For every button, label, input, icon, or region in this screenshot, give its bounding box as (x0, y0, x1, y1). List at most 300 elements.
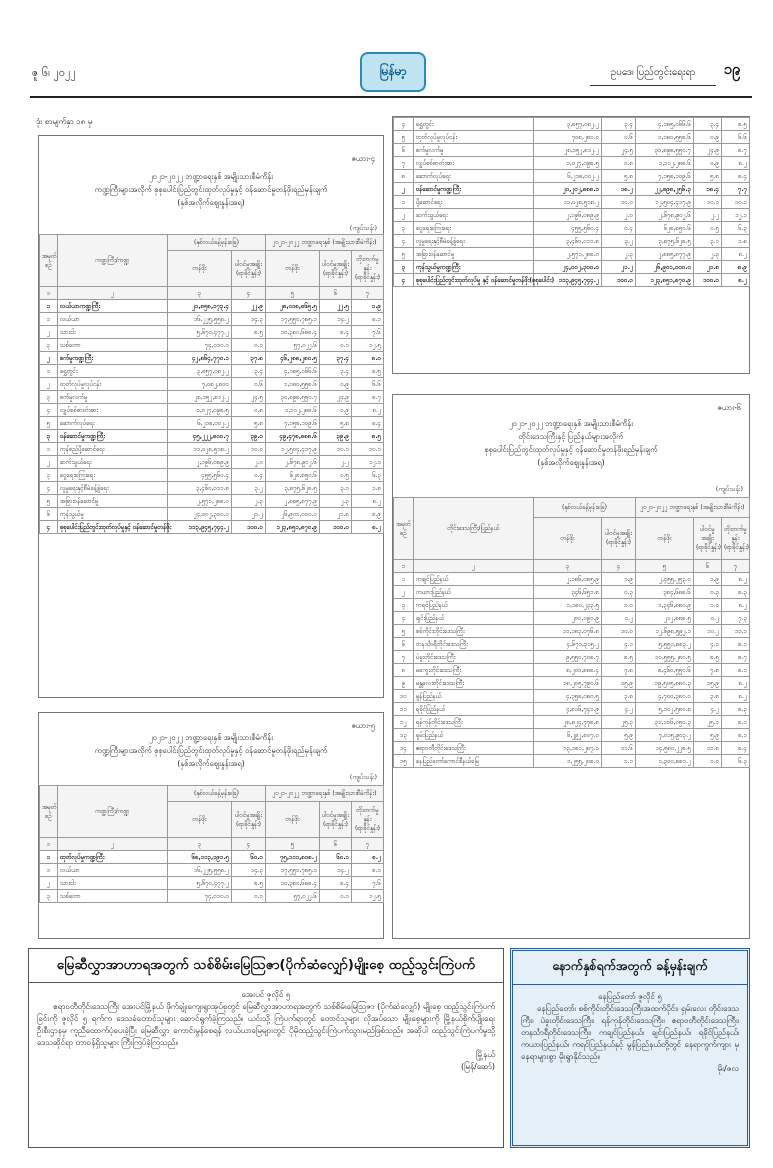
table5-continued-row (394, 222, 750, 235)
table6-cell-d: ၈.၅ (694, 651, 722, 664)
table5-continued-cell-d: ၃.၄ (694, 118, 722, 131)
table4-cell-b: ၁၄.၃ (232, 313, 266, 326)
table5-col-index: ၅ (266, 838, 320, 851)
article-green-manure-headline: မြေဆီလွှာအာဟာရအတွက် သစ်စိမ်းမြေဩဇာ(ပိုက်ဆံလျှော်)မျိုးစေ့ ထည့်သွင်းကြဲပက် (29, 949, 503, 983)
table6-row (394, 651, 750, 664)
table6-cell-a: ၂,၁၈၆,၀၈၅.၉ (534, 573, 602, 586)
table6-col-index: ၂ (414, 560, 534, 573)
table4-col-index-row (40, 287, 384, 300)
table5-row (40, 890, 384, 903)
table4-row (40, 443, 384, 456)
table5-continued-cell-name: ထုတ်လုပ်မှုလုပ်ငန်း (414, 131, 534, 144)
table5-continued-row (394, 235, 750, 248)
table4-cell-a: ၅,၆၇၀,၄၇၇.၂ (168, 326, 232, 339)
table5-continued-cell-b: ၂၁.၂ (602, 261, 636, 274)
table5-continued-cell-a: ၂,၁၉၆,၀၈၉.၉ (534, 209, 602, 222)
table5-continued-cell-a: ၁၁၃,၉၄၅,၇၄၄.၂ (534, 274, 602, 287)
table4-cell-e: ၈.၄ (352, 417, 384, 430)
table4-cell-a: ၂,၅၇၁,၂၈၈.၀ (168, 495, 232, 508)
table5-cell-name: ထုတ်လုပ်မှုကဏ္ဍကြီး (58, 851, 168, 864)
table6-cell-d: ၁၁.၈ (694, 742, 722, 755)
table6-row (394, 573, 750, 586)
table6-cell-d: ၁.၉ (694, 573, 722, 586)
table4-cell-no: ၆ (40, 508, 58, 521)
article-green-manure-body (37, 989, 495, 1139)
table5-continued-cell-b: ၀.၆ (602, 131, 636, 144)
table6-cell-b: ၁.၁ (602, 755, 636, 768)
table6-cell-d: ၁၀.၂ (694, 625, 722, 638)
table5-col-sector: ကဏ္ဍကြီး/ကဏ္ဍ (58, 786, 168, 838)
table4-row (40, 326, 384, 339)
table6-cell-b: ၃.၈ (602, 690, 636, 703)
table5-continued-cell-b: ၃.၂ (602, 235, 636, 248)
table6-cell-b: ၄.၁ (602, 638, 636, 651)
table4-row (40, 365, 384, 378)
table5-cell-c: ၅၇,၀၂၂.၆ (266, 890, 320, 903)
table6-cell-c: ၅,၅၅၁,၈၈၃.၂ (636, 638, 694, 651)
table6-row (394, 638, 750, 651)
table5-continued-row (394, 183, 750, 196)
table4-cell-c: ၅၇,၀၂၂.၆ (266, 339, 320, 352)
table5-continued-cell-a: ၁၁,၀၂၈,၅၁၈.၂ (534, 196, 602, 209)
table4-col-plan: ၂၀၂၁-၂၀၂၂ ဘဏ္ဍာရေးနှစ် (အမျိုးသားစီမံကိန်း) (266, 235, 384, 251)
table4-col-prev: (နှစ်လယ်ခန့်မှန်းခြေ) (168, 235, 266, 251)
table4-cell-a: ၁၁၃,၉၄၅,၇၄၄.၂ (168, 521, 232, 534)
table5-continued-cell-no: ၂ (394, 183, 414, 196)
table4-row (40, 352, 384, 365)
table6-cell-c: ၇,၀၁၅,၉၀၃.၂ (636, 729, 694, 742)
weather-forecast-dateline: နေပြည်တော် ဇူလိုင် ၅ (598, 992, 662, 1001)
table6-cell-a: ၃၄၆,၆၅၁.၈ (534, 586, 602, 599)
table6-cell-d: ၁၅.၉ (694, 677, 722, 690)
continuation-note: ဒုံး စာမျက်နှာ ၁၈ မှ (36, 117, 93, 126)
table4-cell-d: ၀.၁ (320, 339, 352, 352)
table6-cell-d: ၄.၁ (694, 638, 722, 651)
table4 (39, 234, 384, 534)
table6-cell-a: ၂၀၀,၀၉၁.၉ (534, 612, 602, 625)
table6-cell-a: ၁၈,၂၀၅,၇၉၀.၆ (534, 677, 602, 690)
table5-cell-no: ၂ (40, 877, 58, 890)
table5-continued-row (394, 157, 750, 170)
table4-cell-b: ၂.၃ (232, 495, 266, 508)
table4-cell-a: ၃,၄၆၀,၀၁၁.၈ (168, 482, 232, 495)
table6-cell-c: ၁၉,၅၀၅,၈၈၀.၃ (636, 677, 694, 690)
table4-cell-c: ၁,၁၈၀,၅၅၈.၆ (266, 378, 320, 391)
table4-cell-b: ၅.၈ (232, 417, 266, 430)
table5-col-index: ၄ (232, 838, 266, 851)
table4-cell-a: ၄၅၅,၅၆၀.၄ (168, 469, 232, 482)
table6-cell-no: ၉ (394, 677, 414, 690)
table6-cell-d: ၀.၂ (694, 612, 722, 625)
table4-cell-name: လယ်ယာ (58, 313, 168, 326)
table6-cell-b: ၄.၂ (602, 703, 636, 716)
table5-cell-name: လယ်ယာ (58, 864, 168, 877)
table6-cell-name: ကယားပြည်နယ် (414, 586, 534, 599)
table4-cell-name: စက်မှုလက်မှု (58, 391, 168, 404)
table6-col-index: ၇ (722, 560, 750, 573)
table6-cell-name: ကရင်ပြည်နယ် (414, 599, 534, 612)
table5-continued-cell-e: ၁၂.၁ (722, 209, 750, 222)
table4-cell-b: ၃၇.၈ (232, 352, 266, 365)
table4-col-val2: တန်ဖိုး (266, 251, 320, 287)
table4-cell-d: ၅.၈ (320, 417, 352, 430)
table6-cell-no: ၁၃ (394, 729, 414, 742)
table6-cell-name: ပဲခူးတိုင်းဒေသကြီး (414, 651, 534, 664)
table6-title-line1: ၂၀၂၁-၂၀၂၂ ဘဏ္ဍာရေးနှစ် အမျိုးသားစီမံကိန်း (509, 419, 633, 428)
table4-cell-b: ၁၀၀.၀ (232, 521, 266, 534)
table4-col-share1: ပါဝင်မှုအချိုး (ရာခိုင်နှုန်း) (232, 251, 266, 287)
table4-cell-no: ၄ (40, 404, 58, 417)
table6 (393, 497, 750, 768)
table4-cell-name: ဆက်သွယ်ရေး (58, 456, 168, 469)
table4-col-no: အမှတ်စဉ် (40, 235, 58, 287)
article-green-manure-dateline: အေးပင် ဇူလိုင် ၅ (241, 990, 291, 999)
table6-cell-d: ၅.၉ (694, 729, 722, 742)
table5-continued-cell-c: ၁,၁၁၂,၂၈၈.၆ (636, 157, 694, 170)
table5-continued-cell-no: ၅ (394, 131, 414, 144)
issue-date: ဇူ ၆၊ ၂၀၂၂ (32, 66, 76, 79)
table5-continued-cell-d: ၀.၉ (694, 157, 722, 170)
table6-basis: (နှစ်အလိုက်ဈေးနှုန်းအရ) (537, 458, 605, 467)
table4-row (40, 521, 384, 534)
table5-continued-cell-c: ၂၂,၈၉၈,၂၅၆.၃ (636, 183, 694, 196)
table5-col-index: ၇ (352, 838, 384, 851)
table6-cell-b: ၀.၃ (602, 586, 636, 599)
table5-cell-b: ၁၄.၃ (232, 864, 266, 877)
table5-cell-no: ၃ (40, 890, 58, 903)
table6-cell-b: ၈.၅ (602, 651, 636, 664)
table5-continued-cell-name: လျှပ်စစ်ဓာတ်အား (414, 157, 534, 170)
table4-cell-b: ၃.၄ (232, 365, 266, 378)
table5-col-index: ၁ (40, 838, 58, 851)
table6-cell-d: ၀.၃ (694, 586, 722, 599)
table6-cell-b: ၁.၉ (602, 573, 636, 586)
table5-continued-cell-c: ၁၂,၅၀၄,၄၁၇.၉ (636, 196, 694, 209)
table6-cell-a: ၄,၈၁၆,၇၄၁.၉ (534, 703, 602, 716)
table6-cell-e: ၈.၁ (722, 664, 750, 677)
table6-cell-c: ၂၁၂,၈၈၈.၅ (636, 612, 694, 625)
table4-cell-d: ၃.၁ (320, 482, 352, 495)
table4-cell-b: ၀.၈ (232, 404, 266, 417)
table5-continued-cell-e: ၈.၇ (722, 144, 750, 157)
table6-cell-c: ၁၀,၅၅၅,၂၈၀.၅ (636, 651, 694, 664)
table6-body (394, 573, 750, 768)
table4-cell-c: ၁၀,၃၈၀,၆၈၈.၄ (266, 326, 320, 339)
table5-cell-a: ၆၈,၁၁၃,၁၉၁.၅ (168, 851, 232, 864)
table6-cell-no: ၁၄ (394, 742, 414, 755)
table6-cell-e: ၈.၀ (722, 716, 750, 729)
table6-col-index: ၃ (534, 560, 602, 573)
table4-cell-e: ၁၂.၁ (352, 456, 384, 469)
table5-panel (38, 712, 384, 939)
table6-cell-c: ၃၈၄,၆၈၈.၆ (636, 586, 694, 599)
table4-col-sector: ကဏ္ဍကြီး/ကဏ္ဍ (58, 235, 168, 287)
table4-cell-a: ၃,၈၅၇,၀၈၂.၂ (168, 365, 232, 378)
table4-cell-c: ၂၆,၉၀၁,၀၀၀.၀ (266, 508, 320, 521)
table4-cell-b: ၃.၂ (232, 482, 266, 495)
table5-continued-cell-b: ၁၀၀.၀ (602, 274, 636, 287)
table5-continued-cell-name: ကုန်သွယ်မှုကဏ္ဍကြီး (414, 261, 534, 274)
table6-cell-c: ၂,၄၅၅,၂၅၃.၀ (636, 573, 694, 586)
weather-forecast-byline: မိုး/ဇလ (717, 1064, 739, 1073)
table6-cell-d: ၃.၈ (694, 690, 722, 703)
table6-cell-no: ၆ (394, 638, 414, 651)
table4-cell-c: ၄,၁၈၅,၀၆၆.၆ (266, 365, 320, 378)
table4-row (40, 508, 384, 521)
table5-continued-row (394, 274, 750, 287)
table4-cell-e: ၈.၂ (352, 404, 384, 417)
table5-row (40, 851, 384, 864)
table6-cell-d: ၂၅.၁ (694, 716, 722, 729)
table4-cell-a: ၁၁,၀၂၈,၅၁၈.၂ (168, 443, 232, 456)
table5-continued-cell-a: ၂၈,၁၅၂,၈၁၂.၂ (534, 144, 602, 157)
table5-continued-cell-name: အခြားဝန်ဆောင်မှု (414, 248, 534, 261)
table4-cell-name: စက်မှုကဏ္ဍကြီး (58, 352, 168, 365)
table6-cell-b: ၁၁.၆ (602, 742, 636, 755)
table4-cell-name: ကုန်စည်ပို့ဆောင်ရေး (58, 443, 168, 456)
table6-title-line3: စုစုပေါင်းပြည်တွင်းထုတ်လုပ်မှုနှင့် ဝန်ဆောင်မှုတန်ဖိုးရည်မှန်းချက် (484, 445, 658, 454)
table4-cell-d: ၂၁.၈ (320, 508, 352, 521)
table5-cell-d: ၈.၄ (320, 877, 352, 890)
table4-cell-e: ၈.၅ (352, 365, 384, 378)
table5-col-val2: တန်ဖိုး (266, 802, 320, 838)
table4-cell-b: ၂၁.၂ (232, 508, 266, 521)
table4-cell-b: ၀.၆ (232, 378, 266, 391)
table5-continued-cell-b: ၀.၈ (602, 157, 636, 170)
table6-cell-d: ၄.၂ (694, 703, 722, 716)
table6-col-val1: တန်ဖိုး (534, 517, 602, 559)
table4-cell-e: ၈.၇ (352, 391, 384, 404)
table5-continued-cell-b: ၁၀.၀ (602, 196, 636, 209)
table5-continued-cell-a: ၂,၅၇၁,၂၈၈.၀ (534, 248, 602, 261)
table5-continued-cell-a: ၁,၀၂၇,၀၉၈.၅ (534, 157, 602, 170)
table6-cell-e: ၈.၃ (722, 703, 750, 716)
table5-continued-cell-e: ၁.၈ (722, 235, 750, 248)
table5-cell-e: ၈.၁ (352, 864, 384, 877)
table5-title (39, 731, 383, 770)
table5-continued-panel (392, 116, 750, 374)
table4-title-line1: ၂၀၂၁-၂၀၂၂ ဘဏ္ဍာရေးနှစ် အမျိုးသားစီမံကိန်း (149, 172, 273, 181)
table5-continued-cell-b: ၀.၄ (602, 222, 636, 235)
table5-continued-cell-name: စက်မှုလက်မှု (414, 144, 534, 157)
table6-col-region: တိုင်းဒေသကြီး/ပြည်နယ် (414, 498, 534, 560)
weather-forecast-box (510, 948, 750, 1148)
table5-continued-cell-d: ၁၀.၁ (694, 196, 722, 209)
table4-cell-d: ၀.၉ (320, 378, 352, 391)
table4-cell-no: ၃ (40, 391, 58, 404)
table4-row (40, 339, 384, 352)
table6-cell-no: ၂ (394, 586, 414, 599)
table4-cell-no: ၁ (40, 313, 58, 326)
table4-row (40, 469, 384, 482)
table4-col-index: ၇ (352, 287, 384, 300)
table4-basis: (နှစ်အလိုက်ဈေးနှုန်းအရ) (177, 198, 245, 207)
table4-cell-name: ဆောက်လုပ်ရေး (58, 417, 168, 430)
table6-cell-no: ၁၁ (394, 703, 414, 716)
table4-cell-no: ၅ (40, 495, 58, 508)
table5-cell-a: ၅,၆၇၀,၄၇၇.၂ (168, 877, 232, 890)
table5-continued-body (394, 118, 750, 287)
table4-row (40, 495, 384, 508)
table4-cell-d: ၃၇.၄ (320, 352, 352, 365)
table6-unit: (ကျပ်သန်း) (715, 485, 743, 493)
table6-cell-no: ၃ (394, 599, 414, 612)
table5-continued-row (394, 144, 750, 157)
table6-cell-a: ၁၁,၁၈၃,၀၇၆.၈ (534, 625, 602, 638)
table5-continued-cell-d: ၃.၁ (694, 235, 722, 248)
table4-cell-a: ၁,၀၂၇,၀၉၈.၅ (168, 404, 232, 417)
table5-col-index: ၃ (168, 838, 232, 851)
table5-col-share1: ပါဝင်မှုအချိုး (ရာခိုင်နှုန်း) (232, 802, 266, 838)
table5-col-growth: တိုးတက်မှုနှုန်း (ရာခိုင်နှုန်း) (352, 802, 384, 838)
table6-cell-name: တနင်္သာရီတိုင်းဒေသကြီး (414, 638, 534, 651)
table4-row (40, 417, 384, 430)
table4-cell-c: ၃၀,၈၉၈,၅၅၀.၇ (266, 391, 320, 404)
table5-continued-cell-name: ဆက်သွယ်ရေး (414, 209, 534, 222)
table6-row (394, 755, 750, 768)
table6-cell-b: ၁.၀ (602, 599, 636, 612)
table5-col-prev: (နှစ်လယ်ခန့်မှန်းခြေ) (168, 786, 266, 802)
table5-continued-cell-d: ၂.၂ (694, 209, 722, 222)
table6-cell-e: ၆.၃ (722, 755, 750, 768)
table6-cell-b: ၅.၉ (602, 729, 636, 742)
table5-cell-e: ၇.၆ (352, 877, 384, 890)
table6-cell-c: ၁,၃၀၀,၈၈၁.၂ (636, 755, 694, 768)
table6-title-line2: တိုင်းဒေသကြီးနှင့် ပြည်နယ်များအလိုက် (518, 432, 624, 441)
table5-continued-cell-no: ၈ (394, 170, 414, 183)
page-number: ၁၉ (723, 60, 741, 78)
table5-continued-cell-e: ၈.၂ (722, 157, 750, 170)
table6-row (394, 716, 750, 729)
table5-continued-row (394, 131, 750, 144)
table4-cell-d: ၂၂.၅ (320, 300, 352, 313)
table4-cell-e: ၆.၆ (352, 378, 384, 391)
table4-cell-b: ၂၄.၅ (232, 391, 266, 404)
table4-cell-no: ၃ (40, 430, 58, 443)
table4-col-index: ၃ (168, 287, 232, 300)
table5-continued-cell-e: ၆.၃ (722, 222, 750, 235)
table6-col-index: ၁ (394, 560, 414, 573)
table6-cell-c: ၄,၇၀၀,၃၈၀.၀ (636, 690, 694, 703)
article-green-manure-byline: မြို့နယ် (475, 1050, 495, 1059)
table5-continued-row (394, 170, 750, 183)
table4-row (40, 456, 384, 469)
table5-continued-cell-e: ၈.၂ (722, 274, 750, 287)
table4-row (40, 313, 384, 326)
table4-cell-a: ၇၄,၀၁၀.၀ (168, 339, 232, 352)
table5-continued-cell-b: ၃.၄ (602, 118, 636, 131)
table5-continued-cell-no: ၁ (394, 196, 414, 209)
table4-cell-b: ၀.၄ (232, 469, 266, 482)
table6-col-index-row (394, 560, 750, 573)
table6-cell-a: ၆,၂၉၂,၈၀၇.၀ (534, 729, 602, 742)
table4-cell-e: ၈.၀ (352, 352, 384, 365)
table5-continued-cell-no: ၄ (394, 235, 414, 248)
table6-cell-name: ရှမ်းပြည်နယ် (414, 729, 534, 742)
table5-cell-name: သစ်တော (58, 890, 168, 903)
table4-cell-e: ၈.၂ (352, 495, 384, 508)
weather-forecast-body (521, 991, 739, 1137)
table6-cell-no: ၁ (394, 573, 414, 586)
table6-cell-name: မကွေးတိုင်းဒေသကြီး (414, 664, 534, 677)
table6-col-share1: ပါဝင်မှုအချိုး (ရာခိုင်နှုန်း) (602, 517, 636, 559)
table5-continued-cell-c: ၄,၁၈၅,၀၆၆.၆ (636, 118, 694, 131)
table4-cell-a: ၂၁,၈၅၈,၁၇၃.၄ (168, 300, 232, 313)
table6-col-growth: တိုးတက်မှုနှုန်း (ရာခိုင်နှုန်း) (722, 517, 750, 559)
table6-cell-b: ၇.၈ (602, 664, 636, 677)
table5-continued-cell-e: ၁၀.၁ (722, 196, 750, 209)
table6-cell-a: ၂၈,၈၂၄,၇၇၈.၈ (534, 716, 602, 729)
table4-cell-name: သားငါး (58, 326, 168, 339)
weather-forecast-text: နေပြည်တော်၊ စစ်ကိုင်းတိုင်းဒေသကြီးအထက်ပိုင်း၊ ရှမ်းလေး တိုင်းဒေသကြီး၊ ပဲခူးတိုင်းဒေသကြီး၊ ရန်ကုန်တိုင်းဒေသကြီး၊ ဧရာဝတီတိုင်းဒေသကြီး၊ တနင်္သာရီတိုင်းဒေသကြီး၊ ကချင်ပြည်နယ်၊ ချင်းပြည်နယ်၊ ရခိုင်ပြည်နယ်၊ ကယားပြည်နယ်၊ ကရင်ပြည်နယ်နှင့် မွန်ပြည်နယ်တို့တွင် နေရာကွက်ကျား မှ နေရာများစွာ မိုးရွာနိုင်သည်။ (521, 1004, 739, 1061)
table5-continued-cell-e: ၆.၆ (722, 131, 750, 144)
table4-cell-name: အခြားဝန်ဆောင်မှု (58, 495, 168, 508)
table6-cell-e: ၈.၂ (722, 690, 750, 703)
table4-cell-name: ရွှေတွင်း (58, 365, 168, 378)
table5-continued-cell-d: ၀.၅ (694, 222, 722, 235)
table4-cell-name: ထုတ်လုပ်မှုလုပ်ငန်း (58, 378, 168, 391)
table6-cell-name: ရန်ကုန်တိုင်းဒေသကြီး (414, 716, 534, 729)
table4-cell-name: ဝန်ဆောင်မှုကဏ္ဍကြီး (58, 430, 168, 443)
table5-continued-cell-c: ၃၀,၈၉၈,၅၅၀.၇ (636, 144, 694, 157)
table4-cell-a: ၄၅,၂၂၂,၈၀၀.၇ (168, 430, 232, 443)
table6-col-index: ၅ (636, 560, 694, 573)
table6-cell-name: စစ်ကိုင်းတိုင်းဒေသကြီး (414, 625, 534, 638)
table5-unit: (ကျပ်သန်း) (349, 773, 377, 781)
table5-continued-cell-d: ၂.၃ (694, 248, 722, 261)
table5-row (40, 864, 384, 877)
table5-cell-c: ၇၅,၁၁၁,၈၀၈.၂ (266, 851, 320, 864)
table4-cell-name: လျှပ်စစ်ဓာတ်အား (58, 404, 168, 417)
table6-cell-d: ၁.၀ (694, 599, 722, 612)
table4-cell-no: ၂ (40, 456, 58, 469)
table4-cell-a: ၆,၂၁၈,၀၀၂.၂ (168, 417, 232, 430)
table4-cell-no: ၂ (40, 352, 58, 365)
table5-continued-cell-no: ၃ (394, 222, 414, 235)
masthead (30, 52, 752, 98)
table4-cell-b: ၈.၅ (232, 326, 266, 339)
table5-continued-row (394, 196, 750, 209)
table4-cell-d: ၀.၅ (320, 469, 352, 482)
table4-cell-d: ၃၉.၉ (320, 430, 352, 443)
table5-continued-cell-a: ၆,၂၁၈,၀၀၂.၂ (534, 170, 602, 183)
table5-cell-b: ၈.၅ (232, 877, 266, 890)
table6-cell-b: ၂၅.၃ (602, 716, 636, 729)
table5-continued-row (394, 248, 750, 261)
table6-cell-a: ၁၃,၁၈၁,၂၈၇.၁ (534, 742, 602, 755)
table6-cell-a: ၉,၅၅၀,၇၀၈.၇ (534, 651, 602, 664)
table5-continued-cell-b: ၅.၈ (602, 170, 636, 183)
table6-number: ဇယား-၆ (717, 403, 741, 412)
table4-col-val1: တန်ဖိုး (168, 251, 232, 287)
table4-cell-c: ၁၇,၅၅၀,၇၈၅.၁ (266, 313, 320, 326)
table6-cell-c: ၃၁,၁၀၆,၀၅၀.၃ (636, 716, 694, 729)
table6-cell-a: ၄,၆၇၁,၃၁၅.၂ (534, 638, 602, 651)
table5-col-val1: တန်ဖိုး (168, 802, 232, 838)
table5-continued-cell-e: ၈.၉ (722, 261, 750, 274)
table4-cell-d: ၀.၉ (320, 404, 352, 417)
table5-col-index-row (40, 838, 384, 851)
table6-cell-e: ၈.၇ (722, 651, 750, 664)
table4-cell-c: ၇,၁၅၈,၁၀၉.၆ (266, 417, 320, 430)
table5-continued-cell-name: ဝန်ဆောင်မှုကဏ္ဍကြီး (414, 183, 534, 196)
table6-cell-e: ၈.၂ (722, 599, 750, 612)
table4-cell-no: ၃ (40, 339, 58, 352)
table5-continued-cell-name: စုစုပေါင်းပြည်တွင်းထုတ်လုပ်မှု နှင့် ဝန်ဆောင်မှုတန်ဖိုး(စုစုပေါင်း) (414, 274, 534, 287)
table4-cell-name: သစ်တော (58, 339, 168, 352)
table4-cell-c: ၂,၆၇၈,၉၀၂.၆ (266, 456, 320, 469)
table6-row (394, 742, 750, 755)
